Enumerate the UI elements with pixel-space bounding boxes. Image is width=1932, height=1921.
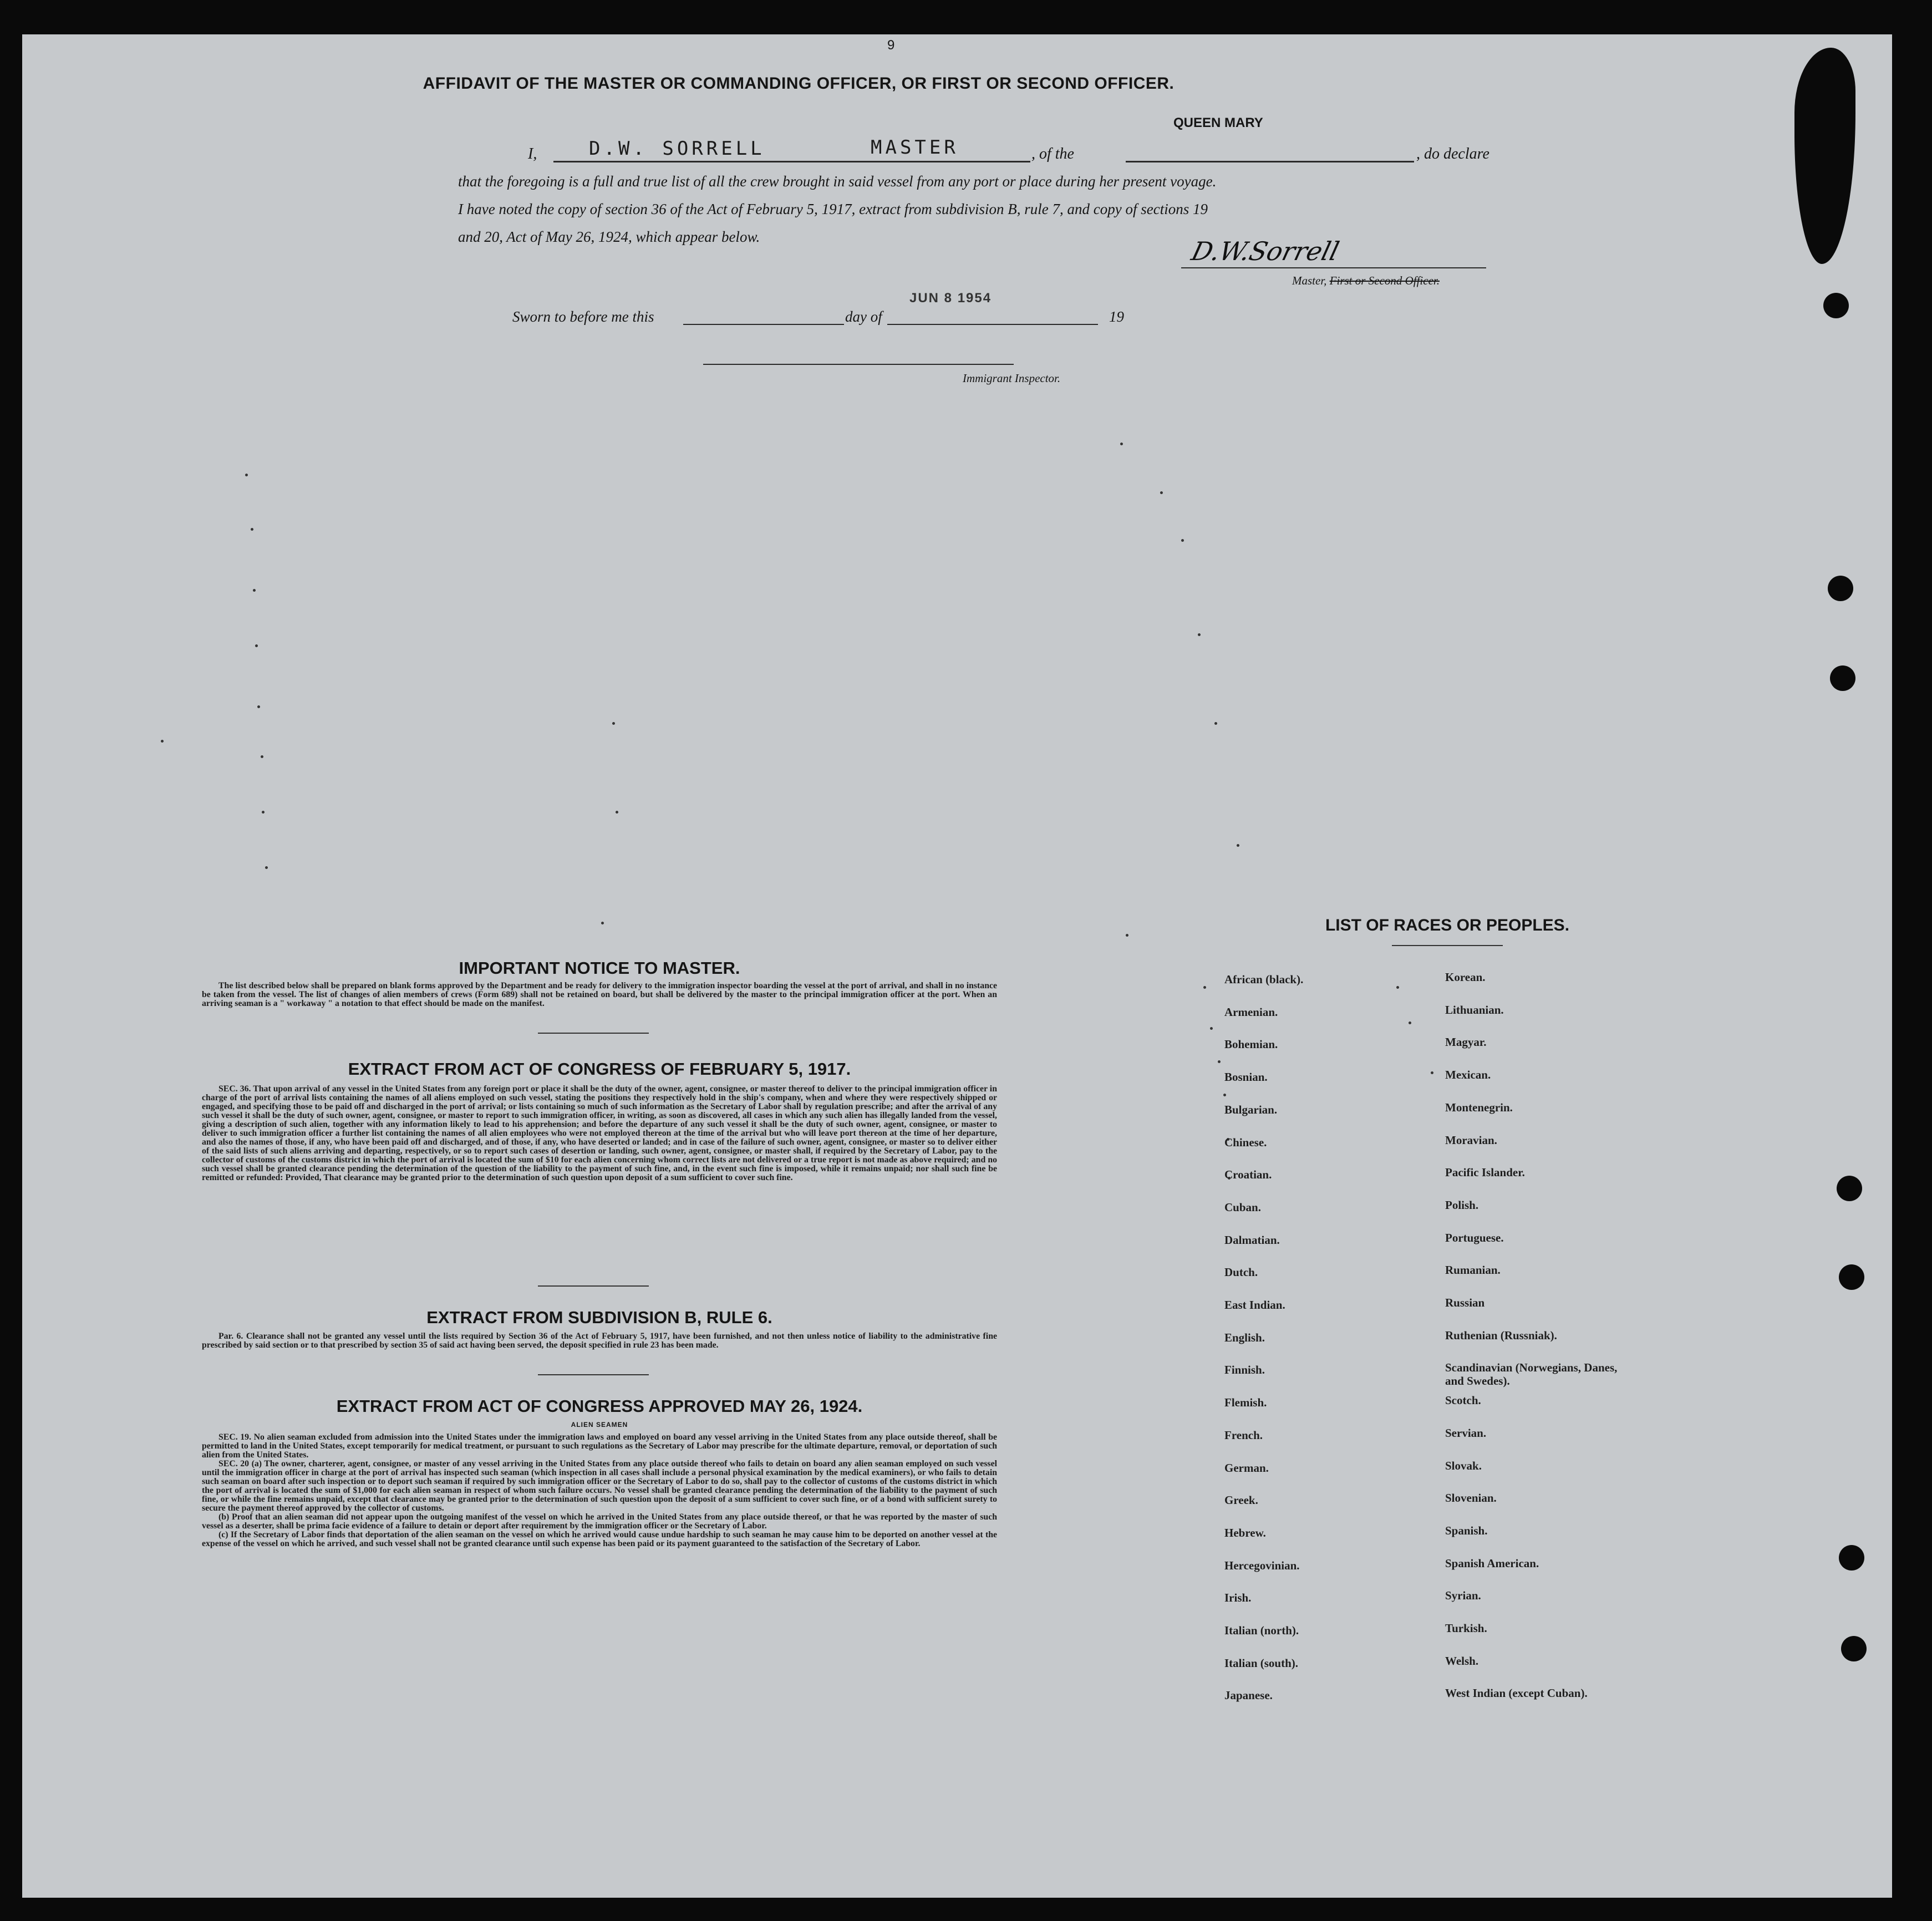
divider bbox=[538, 1374, 649, 1375]
speckle bbox=[1431, 1071, 1433, 1074]
speckle bbox=[1198, 633, 1201, 636]
section-20c: (c) If the Secretary of Labor finds that deportation of the alien seaman on the vessel on which he arrived would cause undue hardship to such seaman he may cause him to be deported on another vessel at the expense of the vessel on which he arrived, and such vessel shall not be granted clearance until such expense has been paid or its payment guaranteed to the satisfaction of the Secretary of Labor. bbox=[202, 1530, 997, 1548]
race-item: Italian (north). bbox=[1224, 1624, 1299, 1637]
section-20a: SEC. 20 (a) The owner, charterer, agent, consignee, or master of any vessel arriving in the United States from any place outside thereof who fails to detain on board any alien seaman employed on such vessel until the immigration officer in charge at the port of arrival has inspected such seaman (which inspection in all cases shall include a personal physical examination by the medical examiners), or who fails to detain such seaman on board after such inspection or to deport such seaman if required by such immigration officer or the Secretary of Labor to do so, shall pay to the collector of customs of the customs district in which the port of arrival is located the sum of $1,000 for each alien seaman in respect of whom such failure occurs. No vessel shall be granted clearance pending the determination of the liability to the payment of such fine, or while the fine remains unpaid, except that clearance may be granted prior to the determination of such question upon the deposit of a sum sufficient to cover such fine, or of a bond with sufficient surety to secure the payment thereof approved by the collector of customs. bbox=[202, 1459, 997, 1513]
divider bbox=[538, 1285, 649, 1287]
affidavit-line-3: and 20, Act of May 26, 1924, which appear below. bbox=[458, 228, 760, 245]
race-item: West Indian (except Cuban). bbox=[1445, 1686, 1588, 1700]
extract-1917-title: EXTRACT FROM ACT OF CONGRESS OF FEBRUARY 5, 1917. bbox=[348, 1059, 851, 1079]
speckle bbox=[161, 740, 164, 743]
speckle bbox=[261, 755, 263, 758]
inspector-label: Immigrant Inspector. bbox=[963, 372, 1061, 385]
race-item: Servian. bbox=[1445, 1426, 1487, 1440]
race-item: Japanese. bbox=[1224, 1689, 1273, 1703]
punch-hole bbox=[1841, 1636, 1867, 1661]
race-item: Italian (south). bbox=[1224, 1656, 1299, 1670]
speckle bbox=[1218, 1060, 1221, 1063]
race-item: Croatian. bbox=[1224, 1168, 1272, 1182]
extract-1917-text: SEC. 36. That upon arrival of any vessel in the United States from any foreign port or place it shall be the duty of the owner, agent, consignee, or master thereof to deliver to the principal immigration officer in charge of the port of arrival lists containing the names of all aliens employed on such vessel, stating the positions they respectively hold in the ship's company, when and where they were respectively shipped or engaged, and specifying those to be paid off and discharged in the port of arrival; or lists containing so much of such information as the Secretary of Labor shall by regulation prescribe; and after the arrival of any such vessel it shall be the duty of such owner, agent, consignee, or master to report to such immigration officer, in writing, as soon as discovered, all cases in which any such alien has illegally landed from the vessel, giving a description of such alien, together with any information likely to lead to his apprehension; and before the departure of any such vessel it shall be the duty of such owner, agent, consignee, or master to deliver to such immigration officer a further list containing the names of all alien employees who were not employed thereon at the time of the arrival but who will leave port thereon at the time of her departure, and also the names of those, if any, who have been paid off and discharged, and of those, if any, who have deserted or landed; and in case of the failure of such owner, agent, consignee, or master so to deliver either of the said lists of such aliens arriving and departing, respectively, or so to report such cases of desertion or landing, such owner, agent, consignee, or master shall, if required by the Secretary of Labor, pay to the collector of customs of the customs district in which the port of arrival is located the sum of $10 for each alien concerning whom correct lists are not delivered or a true report is not made as above required; and no such vessel shall be granted clearance pending the determination of the question of the liability to the payment of such fine, and, in the event such fine is imposed, while it remains unpaid; nor shall such fine be remitted or refunded: Provided, That clearance may be granted prior to the determination of such question upon deposit of a sum sufficient to cover such fine. bbox=[202, 1084, 997, 1182]
race-item: Slovenian. bbox=[1445, 1491, 1497, 1505]
affidavit-line-1: that the foregoing is a full and true list of all the crew brought in said vessel from any port or place during her present voyage. bbox=[458, 173, 1217, 190]
speckle bbox=[1409, 1022, 1411, 1024]
affidavit-line-2: I have noted the copy of section 36 of the Act of February 5, 1917, extract from subdivision B, rule 7, and copy of sections 19 bbox=[458, 201, 1208, 217]
signature-line bbox=[1181, 267, 1486, 268]
affidavit-title: AFFIDAVIT OF THE MASTER OR COMMANDING OFFICER, OR FIRST OR SECOND OFFICER. bbox=[423, 74, 1175, 93]
do-declare-label: , do declare bbox=[1416, 145, 1489, 162]
master-name-line bbox=[553, 161, 1030, 162]
extract-1924-text bbox=[202, 1433, 997, 1548]
year-prefix: 19 bbox=[1109, 308, 1124, 325]
race-item: Flemish. bbox=[1224, 1396, 1267, 1410]
race-item: Mexican. bbox=[1445, 1068, 1491, 1082]
day-of-label: day of bbox=[845, 308, 882, 325]
race-item: Scandinavian (Norwegians, Danes, and Swedes). bbox=[1445, 1361, 1618, 1388]
race-item: Syrian. bbox=[1445, 1589, 1481, 1603]
sworn-day-line bbox=[683, 324, 844, 325]
extract-rule6-text: Par. 6. Clearance shall not be granted any vessel until the lists required by Section 36 of the Act of February 5, 1917, have been furnished, and not then unless notice of liability to the administrative fine prescribed by said section or to that prescribed by section 35 of said act having been served, the deposit specified in rule 23 has been made. bbox=[202, 1332, 997, 1350]
speckle bbox=[1223, 1094, 1226, 1096]
races-title: LIST OF RACES OR PEOPLES. bbox=[1325, 916, 1570, 934]
punch-hole bbox=[1837, 1176, 1862, 1201]
signature-caption-struck: First or Second Officer. bbox=[1329, 274, 1440, 287]
race-item: Portuguese. bbox=[1445, 1231, 1504, 1244]
race-item: Irish. bbox=[1224, 1591, 1252, 1605]
race-item: English. bbox=[1224, 1330, 1265, 1344]
speckle bbox=[1203, 986, 1206, 989]
race-item: Armenian. bbox=[1224, 1005, 1278, 1019]
speckle bbox=[601, 922, 604, 924]
race-item: Dalmatian. bbox=[1224, 1233, 1280, 1247]
punch-hole bbox=[1823, 293, 1849, 318]
race-item: Magyar. bbox=[1445, 1035, 1487, 1049]
speckle bbox=[1214, 722, 1217, 725]
vessel-name: QUEEN MARY bbox=[1173, 115, 1263, 130]
race-item: Welsh. bbox=[1445, 1654, 1479, 1668]
speckle bbox=[1237, 844, 1239, 847]
race-item: Greek. bbox=[1224, 1493, 1258, 1507]
race-item: Pacific Islander. bbox=[1445, 1166, 1525, 1180]
punch-hole bbox=[1830, 665, 1855, 691]
race-item: Finnish. bbox=[1224, 1363, 1265, 1377]
race-item: Bohemian. bbox=[1224, 1038, 1278, 1051]
speckle bbox=[1126, 934, 1128, 937]
inspector-line bbox=[703, 364, 1014, 365]
master-signature: D.W.Sorrell bbox=[1188, 236, 1343, 266]
race-item: Cuban. bbox=[1224, 1200, 1261, 1214]
section-20b: (b) Proof that an alien seaman did not appear upon the outgoing manifest of the vessel on which he arrived in the United States from any place outside thereof, or that he was reported by the master of such vessel as a deserter, shall be prima facie evidence of a failure to detain or deport after requirement by the immigration officer or the Secretary of Labor. bbox=[202, 1512, 997, 1531]
speckle bbox=[1396, 986, 1399, 989]
race-item: Bosnian. bbox=[1224, 1070, 1268, 1084]
speckle bbox=[245, 474, 248, 476]
punch-hole bbox=[1839, 1545, 1864, 1571]
notice-text: The list described below shall be prepared on blank forms approved by the Department and be ready for delivery to the immigration inspector boarding the vessel at the port of arrival, and shall in no instance be taken from the vessel. The list of changes of alien members of crews (Form 689) shall not be retained on board, but shall be delivered by the master to the principal immigration officer at the port. When an arriving seaman is a " workaway " a notation to that effect should be made on the manifest. bbox=[202, 981, 997, 1008]
speckle bbox=[616, 811, 618, 814]
notice-title: IMPORTANT NOTICE TO MASTER. bbox=[459, 958, 740, 978]
master-name-handwritten: D.W. SORRELL bbox=[589, 138, 765, 160]
race-item: Chinese. bbox=[1224, 1135, 1267, 1149]
divider bbox=[1392, 945, 1503, 946]
race-item: Dutch. bbox=[1224, 1266, 1258, 1279]
race-item: Turkish. bbox=[1445, 1622, 1487, 1635]
speckle bbox=[1120, 443, 1123, 445]
document-sheet bbox=[22, 34, 1892, 1898]
race-item: Spanish American. bbox=[1445, 1556, 1539, 1570]
race-item: Moravian. bbox=[1445, 1133, 1497, 1147]
affidavit-i: I, bbox=[528, 145, 537, 162]
punch-hole bbox=[1839, 1264, 1864, 1290]
race-item: Polish. bbox=[1445, 1198, 1479, 1212]
speckle bbox=[251, 528, 253, 531]
extract-1924-title: EXTRACT FROM ACT OF CONGRESS APPROVED MAY 26, 1924. bbox=[336, 1396, 863, 1416]
of-the-label: , of the bbox=[1031, 145, 1074, 162]
punch-hole bbox=[1828, 576, 1853, 601]
race-item: Bulgarian. bbox=[1224, 1102, 1278, 1116]
race-item: French. bbox=[1224, 1428, 1263, 1442]
race-item: Spanish. bbox=[1445, 1523, 1488, 1537]
speckle bbox=[1181, 539, 1184, 542]
race-item: Hebrew. bbox=[1224, 1526, 1266, 1539]
race-item: Slovak. bbox=[1445, 1458, 1482, 1472]
race-item: African (black). bbox=[1224, 973, 1304, 986]
master-rank-handwritten: MASTER bbox=[871, 136, 959, 159]
section-19: SEC. 19. No alien seaman excluded from admission into the United States under the immigration laws and employed on board any vessel arriving in the United States from any place outside thereof, shall be permitted to land in the United States, except temporarily for medical treatment, or pursuant to such regulations as the Secretary of Labor may prescribe for the ultimate departure, removal, or deportation of such alien from the United States. bbox=[202, 1432, 997, 1460]
signature-caption-master: Master, bbox=[1292, 274, 1327, 287]
speckle bbox=[255, 644, 258, 647]
extract-rule6-title: EXTRACT FROM SUBDIVISION B, RULE 6. bbox=[426, 1308, 772, 1327]
extract-1924-subtitle: ALIEN SEAMEN bbox=[571, 1421, 628, 1429]
race-item: Montenegrin. bbox=[1445, 1100, 1513, 1114]
sworn-month-line bbox=[887, 324, 1098, 325]
speckle bbox=[1160, 491, 1163, 494]
speckle bbox=[265, 866, 268, 869]
speckle bbox=[612, 722, 615, 725]
race-item: Rumanian. bbox=[1445, 1263, 1501, 1277]
race-item: East Indian. bbox=[1224, 1298, 1285, 1312]
signature-caption bbox=[1292, 274, 1440, 288]
speckle bbox=[262, 811, 265, 814]
speckle bbox=[1210, 1027, 1213, 1030]
race-item: Lithuanian. bbox=[1445, 1003, 1504, 1017]
speckle bbox=[253, 589, 256, 592]
race-item: German. bbox=[1224, 1461, 1269, 1475]
speckle bbox=[257, 705, 260, 708]
race-item: Scotch. bbox=[1445, 1394, 1481, 1407]
date-stamp: JUN 8 1954 bbox=[909, 291, 992, 306]
race-item: Hercegovinian. bbox=[1224, 1558, 1300, 1572]
race-item: Ruthenian (Russniak). bbox=[1445, 1328, 1557, 1342]
page-number: 9 bbox=[887, 38, 895, 53]
divider bbox=[538, 1033, 649, 1034]
vessel-line bbox=[1126, 161, 1414, 162]
race-item: Russian bbox=[1445, 1296, 1485, 1309]
sworn-label: Sworn to before me this bbox=[512, 308, 654, 325]
race-item: Korean. bbox=[1445, 970, 1486, 984]
